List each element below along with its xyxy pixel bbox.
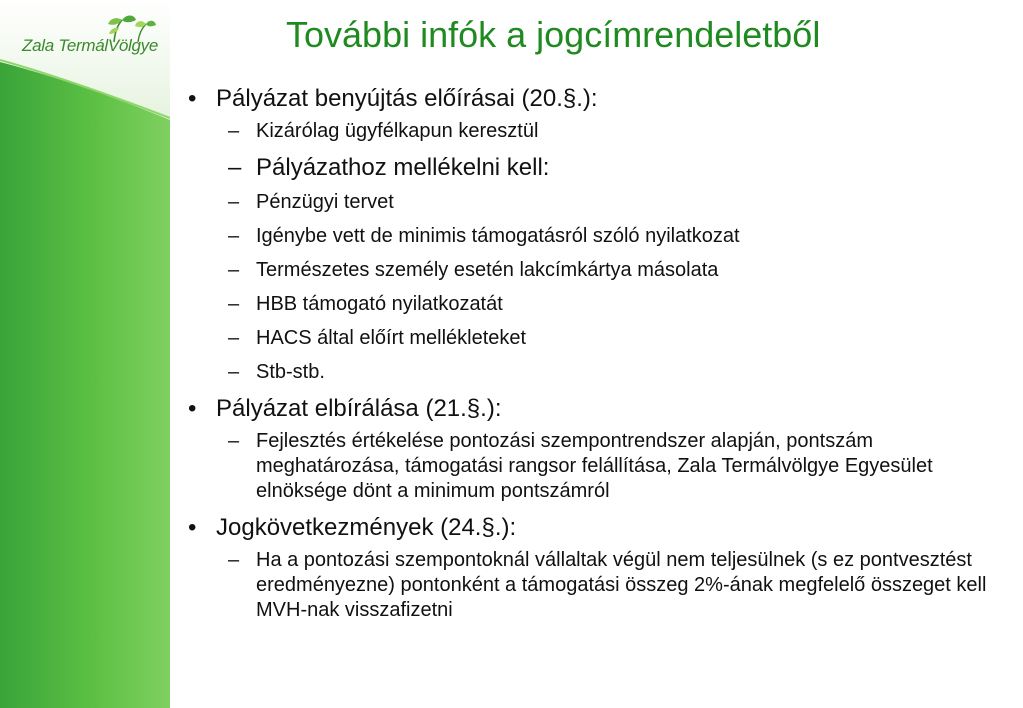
sub-bullet (186, 153, 1016, 183)
bullet-evaluation (186, 394, 1016, 424)
sub-bullet (186, 292, 1016, 317)
dash-marker: – (228, 293, 240, 315)
sub-bullet-text: HACS által előírt mellékleteket (256, 327, 527, 349)
sub-bullet (186, 119, 1016, 144)
bullet-dot: • (188, 514, 197, 541)
dash-marker: – (228, 259, 240, 281)
sub-bullet (186, 224, 1016, 249)
dash-marker: – (228, 327, 240, 349)
dash-marker: – (228, 430, 240, 452)
bullet-legal-consequences (186, 513, 1016, 543)
logo-text: Zala TermálVölgye (22, 36, 159, 55)
sub-bullet (186, 190, 1016, 215)
sub-bullet-text: Ha a pontozási szempontoknál vállaltak végül nem teljesülnek (s ez pontvesztést eredményezne) pontonként a támogatási összeg 2%-ának megfelelő összeget kell MVH-nak visszafizetni (256, 549, 987, 621)
sub-bullet-text: Fejlesztés értékelése pontozási szempontrendszer alapján, pontszám meghatározása, támogatási rangsor felállítása, Zala Termálvölgye Egyesület elnöksége dönt a minimum pontszámról (256, 430, 933, 502)
sub-bullet-text: Pályázathoz mellékelni kell: (256, 154, 550, 181)
sub-bullet-text: Pénzügyi tervet (256, 191, 394, 213)
bullet-text: Pályázat benyújtás előírásai (20.§.): (216, 85, 598, 112)
slide-title: További infók a jogcímrendeletből (286, 14, 821, 55)
sub-bullet-text: Természetes személy esetén lakcímkártya másolata (256, 259, 719, 281)
green-sidebar-decoration (0, 0, 170, 708)
sub-bullet-text: Igénybe vett de minimis támogatásról szóló nyilatkozat (256, 225, 740, 247)
dash-marker: – (228, 225, 240, 247)
sidebar-gradient-graphic (0, 0, 170, 708)
bullet-submission-requirements (186, 84, 1016, 114)
dash-marker: – (228, 549, 240, 571)
dash-marker: – (228, 120, 240, 142)
sub-bullet-text: Kizárólag ügyfélkapun keresztül (256, 120, 539, 142)
bullet-dot: • (188, 395, 197, 422)
dash-marker: – (228, 191, 240, 213)
dash-marker: – (228, 361, 240, 383)
bullet-text: Pályázat elbírálása (21.§.): (216, 395, 502, 422)
sub-bullet (186, 429, 1016, 504)
sub-bullet (186, 360, 1016, 385)
sub-bullet (186, 548, 1016, 623)
sub-bullet (186, 258, 1016, 283)
bullet-text: Jogkövetkezmények (24.§.): (216, 514, 517, 541)
bullet-dot: • (188, 85, 197, 112)
slide-body (186, 84, 1016, 632)
sub-bullet (186, 326, 1016, 351)
sub-bullet-text: HBB támogató nyilatkozatát (256, 293, 503, 315)
zala-termalvolgye-logo (18, 14, 178, 64)
sub-bullet-text: Stb-stb. (256, 361, 325, 383)
dash-marker: – (228, 154, 242, 181)
